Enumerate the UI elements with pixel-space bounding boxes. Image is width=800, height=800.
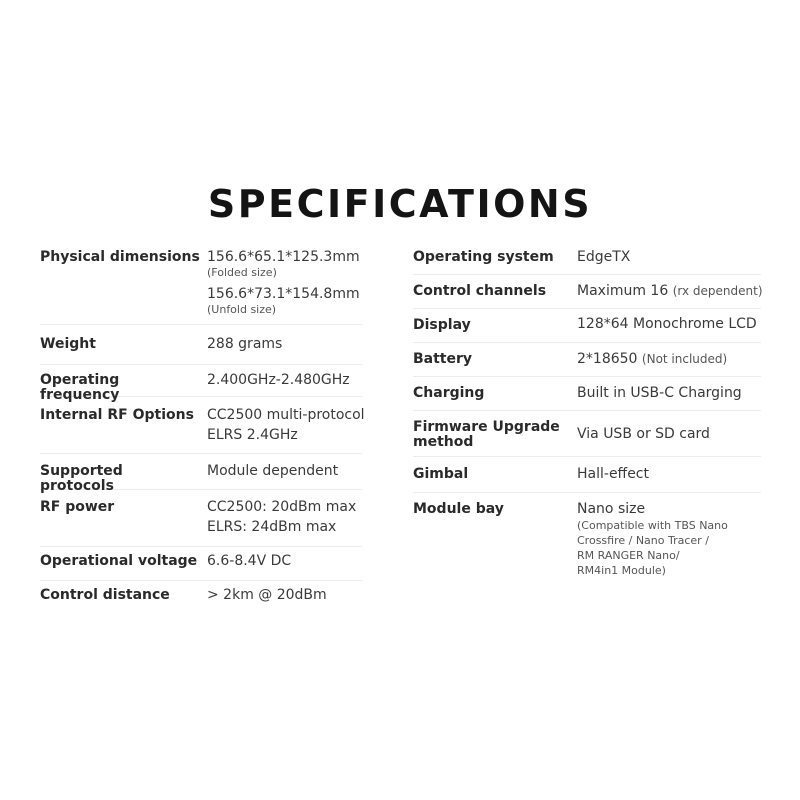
- spec-value-line: [577, 281, 763, 301]
- spec-value-line: ELRS 2.4GHz: [207, 427, 298, 443]
- spec-value-line: [577, 349, 727, 369]
- spec-note: (Compatible with TBS Nano: [577, 519, 728, 532]
- spec-value: [577, 464, 649, 484]
- spec-value-line: 288 grams: [207, 336, 283, 352]
- spec-row-control-channels: [413, 274, 761, 309]
- spec-value-line: > 2km @ 20dBm: [207, 587, 327, 603]
- spec-label: Control channels: [413, 283, 547, 299]
- spec-value-line: 2.400GHz-2.480GHz: [207, 372, 350, 388]
- spec-value-line: CC2500 multi-protocol: [207, 407, 365, 423]
- spec-row-gimbal: [413, 456, 761, 493]
- spec-value: [207, 247, 360, 316]
- spec-value-line: Nano size: [577, 501, 646, 517]
- page-title: SPECIFICATIONS: [207, 182, 593, 226]
- spec-row-control-distance: [40, 580, 362, 614]
- spec-label: Display: [413, 317, 471, 333]
- spec-value: [577, 383, 742, 403]
- spec-row-weight: [40, 324, 362, 365]
- spec-row-operating-frequency: [40, 364, 362, 403]
- spec-label: Internal RF Options: [40, 407, 194, 423]
- spec-label: Firmware Upgrade method: [413, 419, 560, 450]
- spec-value-line: 156.6*65.1*125.3mm: [207, 249, 360, 265]
- spec-value: [207, 551, 291, 571]
- spec-value: [207, 405, 365, 445]
- spec-value: [577, 349, 727, 369]
- spec-row-firmware-upgrade-method: [413, 410, 761, 457]
- spec-value-line: Built in USB-C Charging: [577, 385, 742, 401]
- spec-label: Module bay: [413, 501, 504, 517]
- spec-row-operational-voltage: [40, 546, 362, 581]
- spec-row-display: [413, 308, 761, 343]
- spec-note: (Not included): [641, 352, 728, 366]
- spec-note: RM RANGER Nano/: [577, 549, 680, 562]
- spec-value-text: Maximum 16: [577, 283, 669, 299]
- spec-value-line: Via USB or SD card: [577, 426, 710, 442]
- spec-label: Operating system: [413, 249, 554, 265]
- spec-value-line: Hall-effect: [577, 466, 649, 482]
- spec-value: [577, 247, 630, 267]
- spec-note: (Folded size): [207, 266, 277, 279]
- spec-label: Gimbal: [413, 466, 469, 482]
- spec-note: (Unfold size): [207, 303, 277, 316]
- spec-row-module-bay: [413, 492, 761, 582]
- spec-value: [207, 334, 282, 354]
- spec-label: Operational voltage: [40, 553, 198, 569]
- spec-row-internal-rf-options: [40, 396, 365, 454]
- spec-row-rf-power: [40, 489, 362, 547]
- spec-label: Weight: [40, 336, 96, 352]
- spec-value: [207, 370, 350, 390]
- spec-value-line: 156.6*73.1*154.8mm: [207, 286, 360, 302]
- spec-value: [577, 314, 757, 334]
- spec-label: Physical dimensions: [40, 249, 200, 265]
- spec-value: [577, 499, 728, 577]
- spec-label: Charging: [413, 385, 485, 401]
- spec-value: [207, 461, 338, 481]
- spec-value-line: 128*64 Monochrome LCD: [577, 316, 757, 332]
- spec-value: [577, 424, 710, 444]
- spec-row-supported-protocols: [40, 453, 362, 494]
- spec-value-line: EdgeTX: [577, 249, 631, 265]
- spec-value: [207, 497, 356, 537]
- spec-label: Operating frequency: [40, 372, 120, 403]
- spec-label: Battery: [413, 351, 473, 367]
- spec-row-physical-dimensions: [40, 240, 362, 325]
- spec-note: Crossfire / Nano Tracer /: [577, 534, 709, 547]
- spec-row-charging: [413, 376, 761, 411]
- spec-value: [207, 585, 327, 605]
- spec-row-battery: [413, 342, 761, 377]
- spec-value: [577, 281, 763, 301]
- spec-row-operating-system: [413, 240, 761, 275]
- spec-value-line: 6.6-8.4V DC: [207, 553, 292, 569]
- spec-label: Control distance: [40, 587, 170, 603]
- spec-value-line: CC2500: 20dBm max: [207, 499, 357, 515]
- spec-value-line: Module dependent: [207, 463, 339, 479]
- spec-note: RM4in1 Module): [577, 564, 666, 577]
- spec-value-text: 2*18650: [577, 351, 638, 367]
- spec-value-line: ELRS: 24dBm max: [207, 519, 337, 535]
- spec-note: (rx dependent): [672, 284, 763, 298]
- spec-label: RF power: [40, 499, 115, 515]
- spec-label: Supported protocols: [40, 463, 123, 494]
